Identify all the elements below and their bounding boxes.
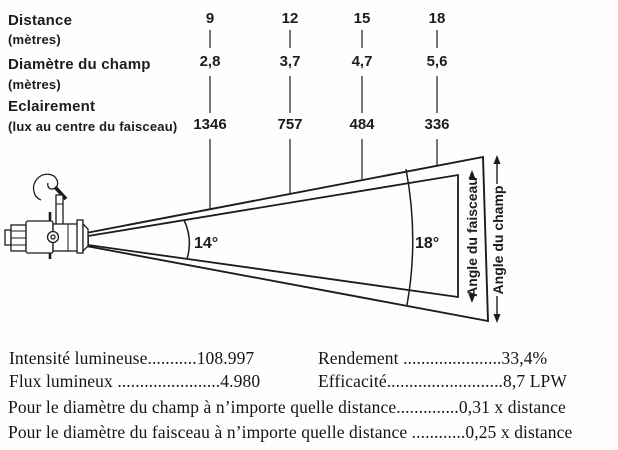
lens: [83, 224, 88, 251]
distance-value: 9: [205, 10, 215, 27]
distance-value: 12: [281, 10, 299, 27]
field-diameter-value: 3,7: [279, 53, 301, 70]
front-flange: [77, 220, 83, 253]
dot-leader: ......................: [403, 348, 502, 368]
formula-label: Pour le diamètre du faisceau à n’importe quelle distance: [8, 422, 412, 442]
table-tick-lines: [210, 30, 437, 209]
distance-value: 15: [353, 10, 371, 27]
field-diameter-value: 2,8: [199, 53, 221, 70]
dot-leader: .......................: [117, 371, 221, 391]
beam-cone-outline: [88, 175, 458, 297]
illuminance-value: 757: [277, 116, 303, 133]
formula-value: 0,25 x distance: [465, 422, 573, 442]
luminous-flux-line: [9, 371, 260, 392]
beam-angle-value: 14°: [194, 235, 219, 252]
field-angle-axis-label: Angle du champ: [490, 185, 506, 295]
spotlight-illustration: [5, 174, 88, 259]
stat-value: 8,7 LPW: [503, 371, 567, 391]
stat-label: Efficacité: [318, 371, 387, 391]
field-angle-arc: [406, 169, 413, 305]
illuminance-unit: (lux au centre du faisceau): [8, 119, 178, 134]
field-diameter-value: 4,7: [351, 53, 373, 70]
field-angle-value: 18°: [415, 235, 440, 252]
distance-value: 18: [428, 10, 446, 27]
field-diameter-formula-line: [8, 397, 566, 418]
stat-label: Flux lumineux: [9, 371, 118, 391]
formula-label: Pour le diamètre du champ à n’importe quelle distance: [8, 397, 397, 417]
beam-diameter-formula-line: [8, 422, 572, 443]
distance-label: Distance: [8, 12, 73, 29]
dot-leader: ..........................: [386, 371, 504, 391]
stat-value: 108.997: [196, 348, 255, 368]
distance-unit: (mètres): [8, 32, 61, 47]
stat-label: Intensité lumineuse: [9, 348, 148, 368]
stat-label: Rendement: [318, 348, 404, 368]
rear-knob: [5, 230, 11, 245]
formula-value: 0,31 x distance: [458, 397, 566, 417]
illuminance-value: 1346: [193, 116, 227, 133]
dot-leader: ..............: [396, 397, 459, 417]
luminous-intensity-line: [9, 348, 254, 369]
illuminance-value: 336: [424, 116, 450, 133]
stat-value: 33,4%: [501, 348, 548, 368]
field-diameter-value: 5,6: [426, 53, 448, 70]
efficacy-line: [318, 371, 567, 392]
efficiency-ratio-line: [318, 348, 547, 369]
field-diameter-unit: (mètres): [8, 77, 61, 92]
illuminance-label: Eclairement: [8, 98, 96, 115]
beam-angle-arc: [184, 220, 189, 259]
field-diameter-label: Diamètre du champ: [8, 56, 151, 73]
beam-angle-axis-label: Angle du faisceau: [464, 177, 480, 297]
dot-leader: ............: [411, 422, 466, 442]
illuminance-value: 484: [349, 116, 375, 133]
clamp-stem: [56, 195, 63, 228]
c-clamp-hook: [34, 174, 58, 200]
dot-leader: ...........: [147, 348, 197, 368]
stat-value: 4.980: [220, 371, 261, 391]
